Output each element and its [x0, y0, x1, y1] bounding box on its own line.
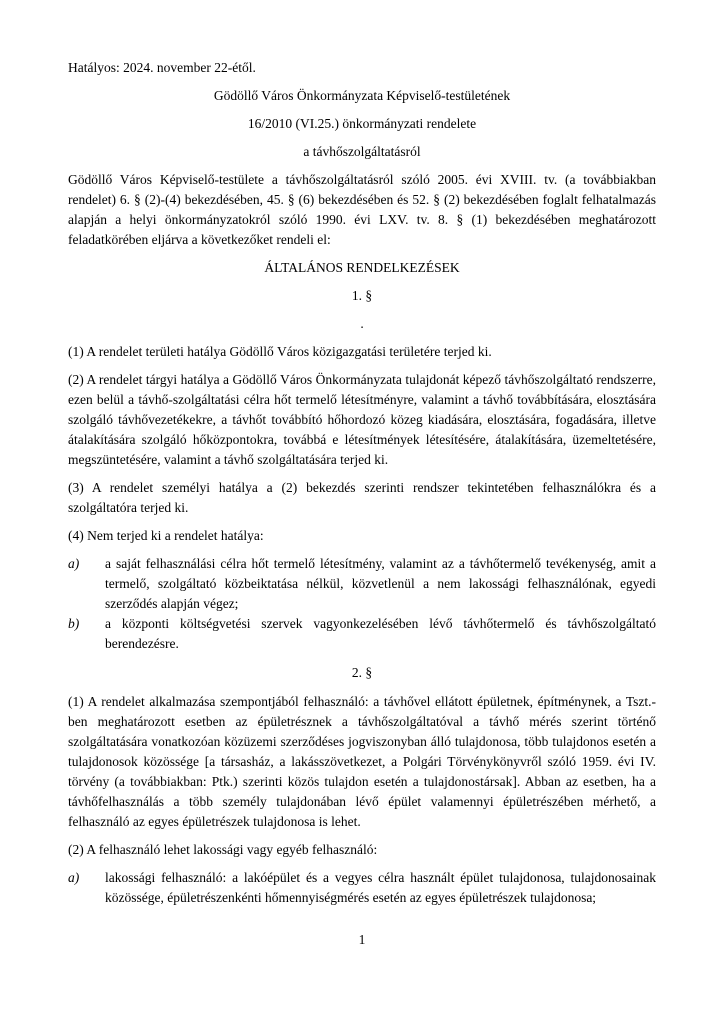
section-1-paragraph-1: (1) A rendelet területi hatálya Gödöllő Város közigazgatási területére terjed ki. — [68, 344, 492, 359]
page-number: 1 — [358, 932, 366, 947]
section-1-paragraph-4: (4) Nem terjed ki a rendelet hatálya: — [68, 528, 264, 543]
title-line-3: a távhőszolgáltatásról — [303, 144, 421, 159]
section-1-list-item-a — [68, 554, 656, 614]
title-line-1: Gödöllő Város Önkormányzata Képviselő-testületének — [213, 88, 511, 103]
list-marker: a) — [68, 870, 80, 885]
list-item-text: lakossági felhasználó: a lakóépület és a vegyes célra használt épület tulajdonosa, tulajdonosainak közössége, épületrészenkénti hőmennyiségmérés esetén az egyes épületrészek tulajdonosa; — [105, 870, 656, 905]
list-item-text: a központi költségvetési szervek vagyonkezelésében lévő távhőtermelő és távhőszolgáltató berendezésre. — [105, 616, 656, 651]
section-2-paragraph-1: (1) A rendelet alkalmazása szempontjából felhasználó: a távhővel ellátott épületnek, építménynek, a Tszt.-ben meghatározott esetben az épületrésznek a távhőszolgáltatóval a távhő mérés szerint történő szolgáltatására vonatkozóan közüzemi szerződéses jogviszonyban álló tulajdonosa, több tulajdonos esetén a tulajdonosok közössége [a társasház, a lakásszövetkezet, a Polgári Törvénykönyvről szóló 1959. évi IV. törvény (a továbbiakban: Ptk.) szerinti közös tulajdon esetén a tulajdonostársak]. Abban az esetben, ha a távhőfelhasználás a több személy tulajdonában lévő épület valamennyi épületrészében mérhető, a felhasználó az egyes épületrészek tulajdonosa is lehet. — [68, 694, 656, 829]
list-marker: a) — [68, 556, 80, 571]
section-2-list-item-a — [68, 868, 656, 908]
list-item-text: a saját felhasználási célra hőt termelő létesítmény, valamint az a távhőtermelő tevékenység, amit a termelő, szolgáltató közbeiktatása nélkül, közvetlenül a nem lakossági felhasználónak, egyedi szerződés alapján végez; — [105, 556, 656, 611]
effective-date-line: Hatályos: 2024. november 22-étől. — [68, 60, 256, 75]
section-1-list-item-b — [68, 614, 656, 654]
section-1-paragraph-2: (2) A rendelet tárgyi hatálya a Gödöllő Város Önkormányzata tulajdonát képező távhőszolgáltató rendszerre, ezen belül a távhő-szolgáltatási célra hőt termelő létesítményre, valamint a távhő továbbítására, elosztására szolgáló távhővezetékekre, a távhőt továbbító hőhordozó közeg kiadására, elosztására, fogadására, illetve átalakítására szolgáló hőközpontokra, továbbá e létesítmények létesítésére, átalakítására, üzemeltetésére, megszüntetésére, valamint a távhő szolgáltatására terjed ki. — [68, 372, 656, 467]
stray-dot: . — [360, 316, 364, 331]
preamble-paragraph: Gödöllő Város Képviselő-testülete a távhőszolgáltatásról szóló 2005. évi XVIII. tv. (a továbbiakban rendelet) 6. § (2)-(4) bekezdésében, 45. § (6) bekezdésében és 52. § (2) bekezdésében foglalt felhatalmazás alapján a helyi önkormányzatokról szóló 1990. évi LXV. tv. 8. § (1) bekezdésében meghatározott feladatkörében eljárva a következőket rendeli el: — [68, 172, 656, 247]
section-1-heading: 1. § — [351, 288, 373, 303]
section-1-paragraph-3: (3) A rendelet személyi hatálya a (2) bekezdés szerinti rendszer tekintetében felhasználókra és a szolgáltatóra terjed ki. — [68, 480, 656, 515]
chapter-heading: ÁLTALÁNOS RENDELKEZÉSEK — [264, 260, 460, 275]
title-line-2: 16/2010 (VI.25.) önkormányzati rendelete — [247, 116, 477, 131]
section-2-heading: 2. § — [351, 665, 373, 680]
list-marker: b) — [68, 616, 80, 631]
section-2-paragraph-2: (2) A felhasználó lehet lakossági vagy egyéb felhasználó: — [68, 842, 378, 857]
